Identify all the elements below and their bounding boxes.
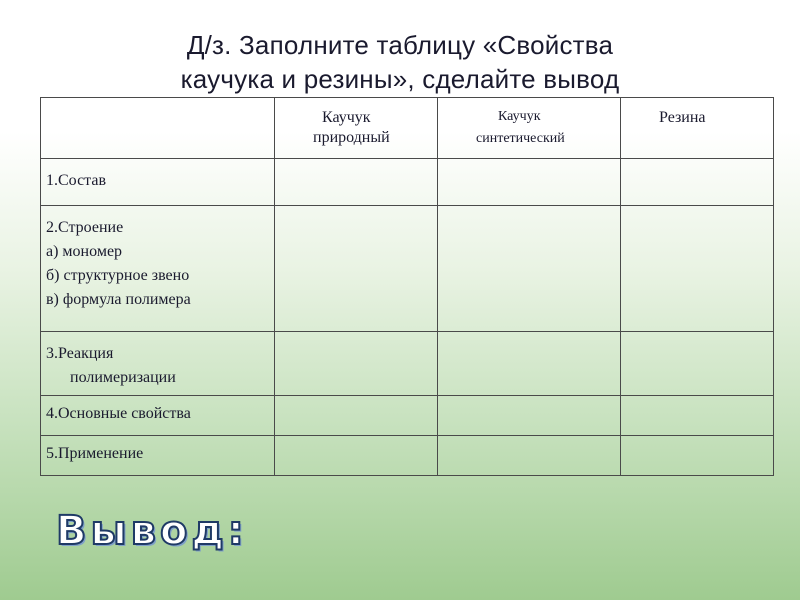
row-label-line: а) мономер <box>46 243 123 260</box>
row-label-composition <box>41 159 275 206</box>
row-label-line: в) формула полимера <box>46 291 191 308</box>
table-cell[interactable] <box>275 436 438 476</box>
table-cell[interactable] <box>275 206 438 332</box>
row-label-line: б) структурное звено <box>46 267 190 284</box>
table-cell[interactable] <box>621 436 774 476</box>
title-line-1: Д/з. Заполните таблицу «Свойства <box>186 30 614 60</box>
header-synthetic-rubber <box>438 98 621 159</box>
row-label-application <box>41 436 275 476</box>
header-synthetic-rubber-line-2: синтетический <box>476 131 565 146</box>
row-label-line: 3.Реакция <box>46 345 114 362</box>
table-cell[interactable] <box>438 436 621 476</box>
header-empty-cell <box>41 98 275 159</box>
table-cell[interactable] <box>275 159 438 206</box>
table-row <box>41 396 774 436</box>
row-label-line: 5.Применение <box>46 445 144 462</box>
header-natural-rubber-line-2: природный <box>313 129 390 146</box>
title-line-2: каучука и резины», сделайте вывод <box>180 64 620 94</box>
row-label-line: 2.Строение <box>46 219 124 236</box>
table-row <box>41 332 774 396</box>
page-title <box>100 28 700 96</box>
row-label-line: полимеризации <box>70 369 176 386</box>
header-rubber-line-1: Резина <box>659 109 706 126</box>
header-natural-rubber <box>275 98 438 159</box>
table-row <box>41 206 774 332</box>
table-cell[interactable] <box>438 206 621 332</box>
table-row <box>41 436 774 476</box>
table-cell[interactable] <box>621 206 774 332</box>
table-cell[interactable] <box>621 332 774 396</box>
row-label-structure <box>41 206 275 332</box>
table-cell[interactable] <box>621 159 774 206</box>
properties-table <box>40 97 774 476</box>
row-label-line: 4.Основные свойства <box>46 405 191 422</box>
row-label-polymerization <box>41 332 275 396</box>
table-cell[interactable] <box>275 396 438 436</box>
row-label-properties <box>41 396 275 436</box>
table-cell[interactable] <box>275 332 438 396</box>
table-cell[interactable] <box>438 159 621 206</box>
conclusion-heading: Вывод: <box>56 508 248 554</box>
table-cell[interactable] <box>621 396 774 436</box>
row-label-line: 1.Состав <box>46 172 107 189</box>
table-header-row <box>41 98 774 159</box>
header-synthetic-rubber-line-1: Каучук <box>498 109 541 124</box>
header-rubber <box>621 98 774 159</box>
table-row <box>41 159 774 206</box>
header-natural-rubber-line-1: Каучук <box>322 109 371 126</box>
table-cell[interactable] <box>438 332 621 396</box>
table-cell[interactable] <box>438 396 621 436</box>
